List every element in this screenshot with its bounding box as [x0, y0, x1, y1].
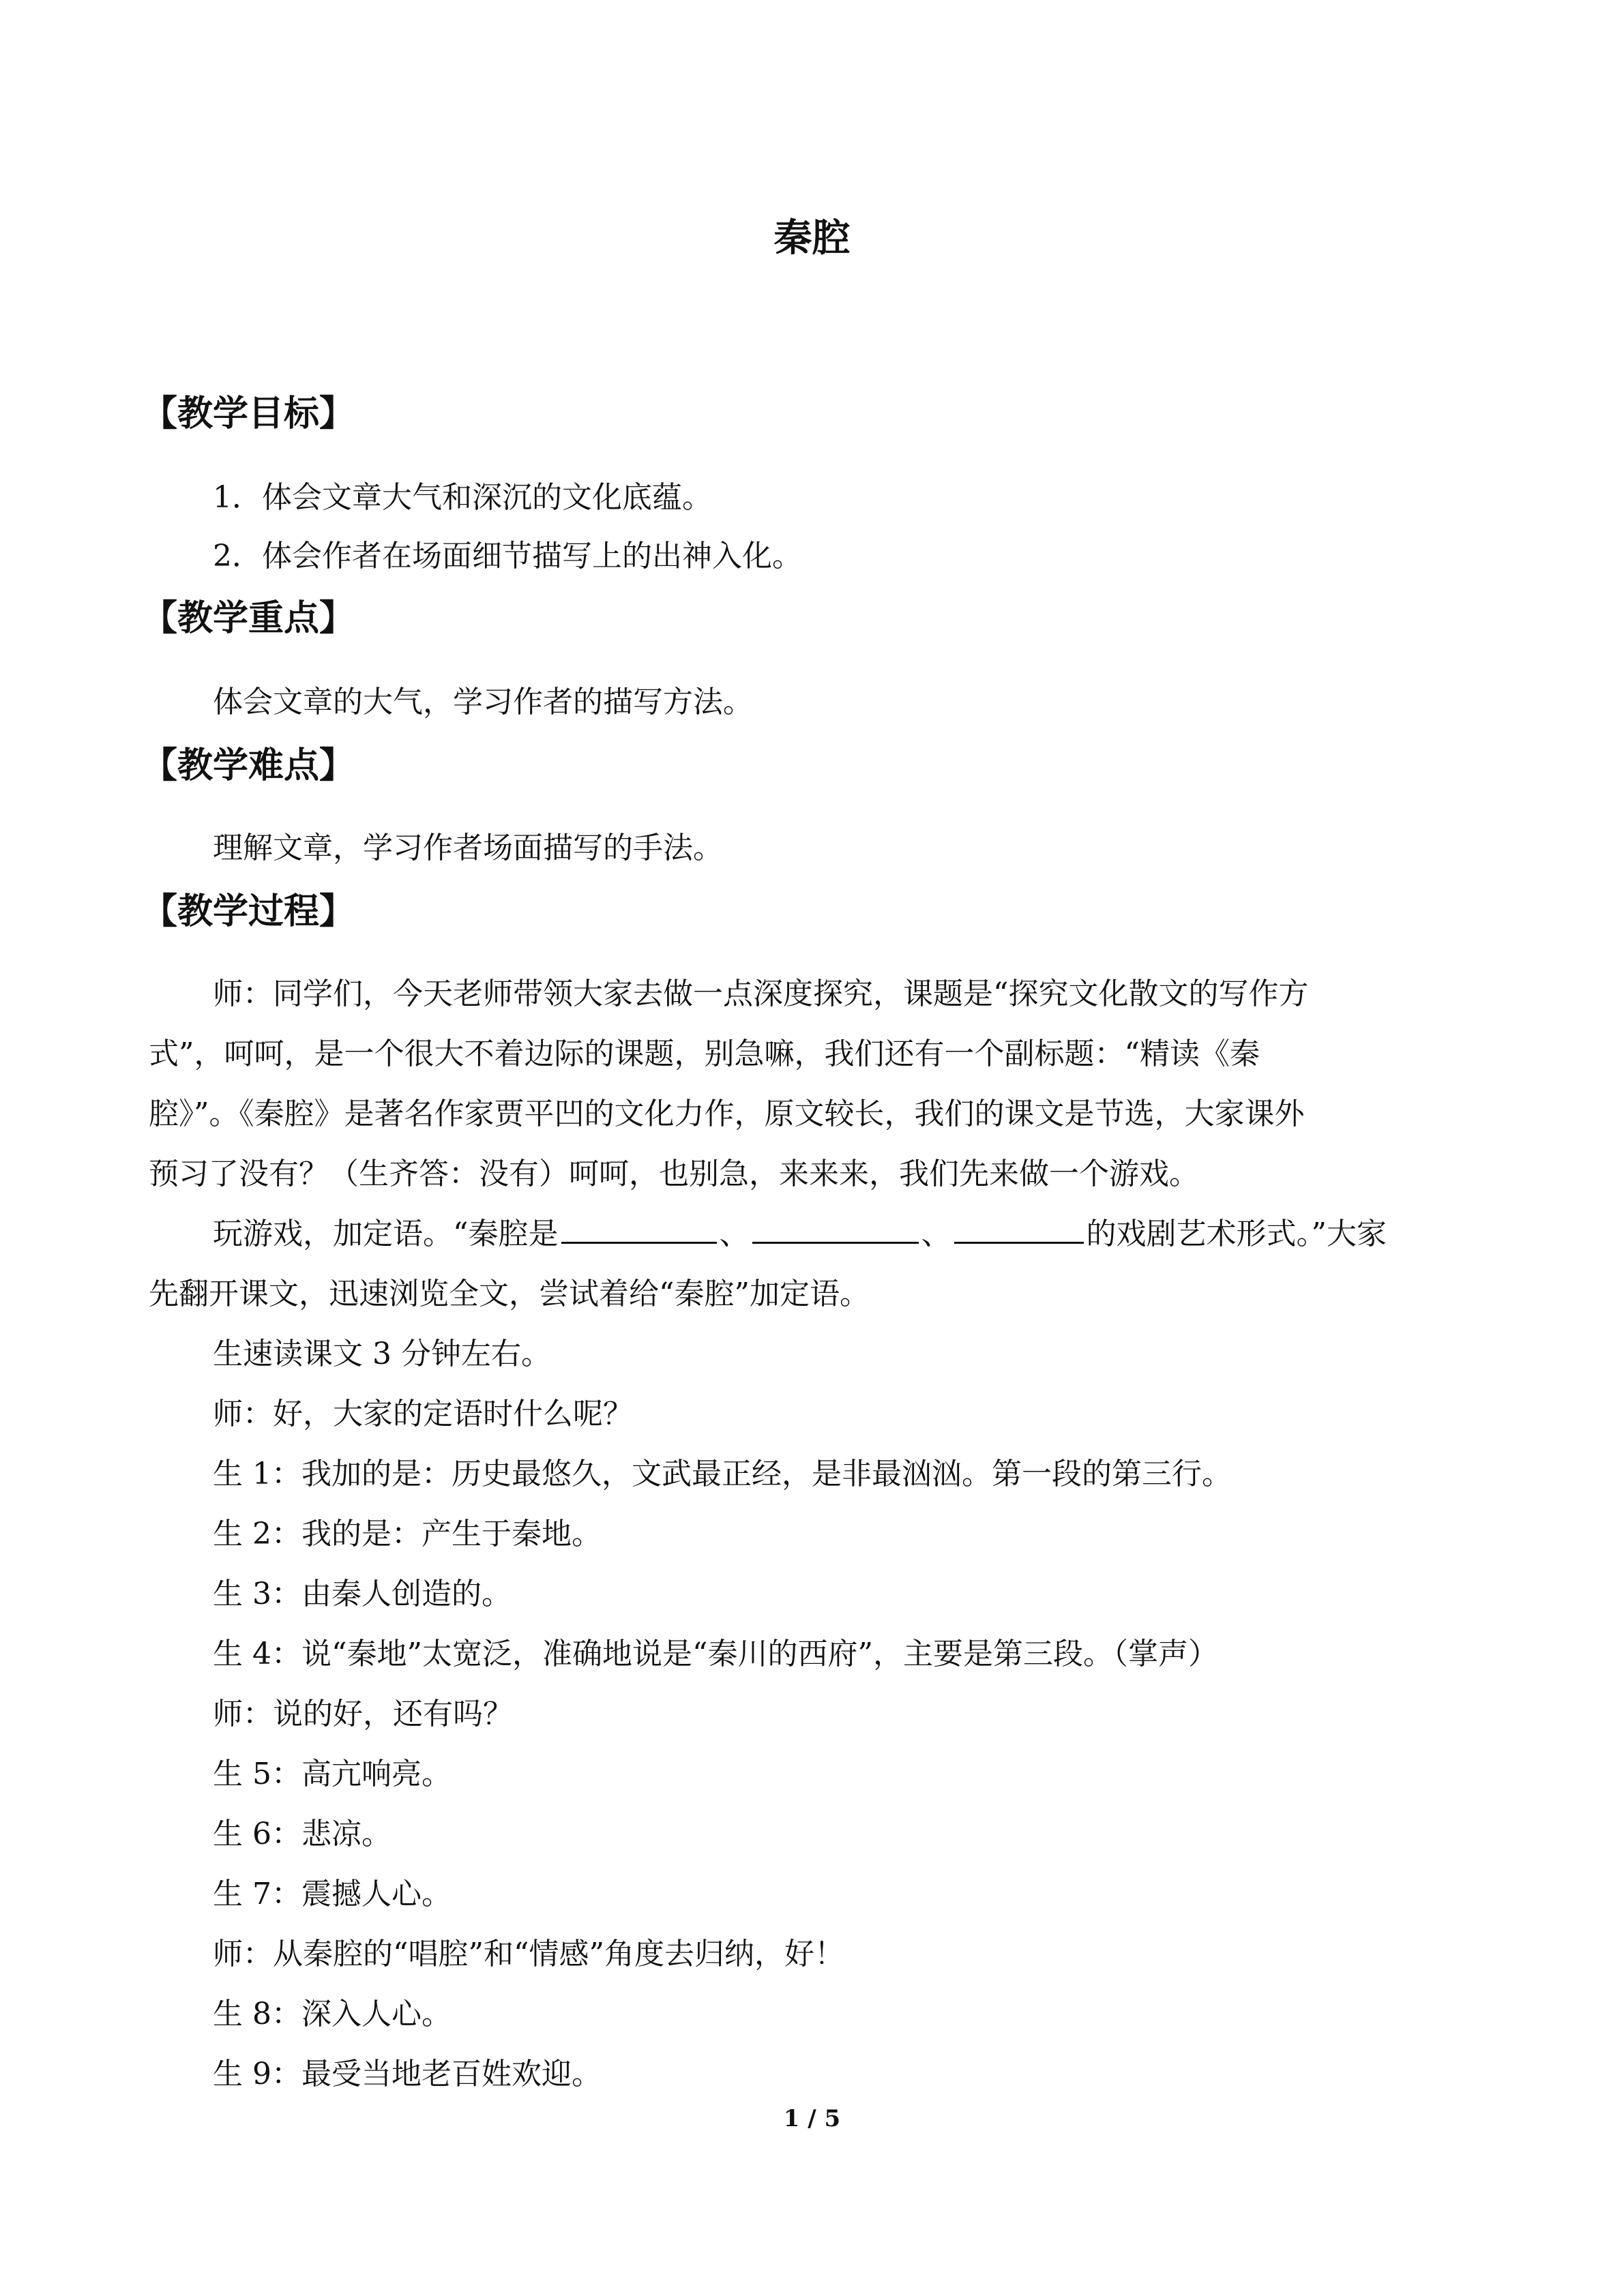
dialogue-line: 生 8：深入人心。	[213, 1997, 452, 2031]
dialogue-line: 生 5：高亢响亮。	[213, 1757, 452, 1791]
heading-teaching-goals: 【教学目标】	[142, 393, 355, 434]
dialogue-line: 生 7：震撼人心。	[213, 1877, 452, 1911]
paragraph-text: 的戏剧艺术形式。”大家	[1086, 1217, 1387, 1251]
dialogue-line: 师：说的好，还有吗？	[213, 1697, 513, 1731]
page-number: 1 / 5	[783, 2105, 841, 2132]
blank-line	[752, 1214, 919, 1244]
heading-key-points: 【教学重点】	[142, 598, 355, 639]
difficulties-text: 理解文章，学习作者场面描写的手法。	[213, 831, 723, 865]
dialogue-line: 师：好，大家的定语时什么呢？	[213, 1397, 633, 1431]
paragraph-line: 先翻开课文，迅速浏览全文，尝试着给“秦腔”加定语。	[149, 1277, 870, 1311]
key-points-text: 体会文章的大气，学习作者的描写方法。	[213, 685, 753, 719]
dialogue-line: 师：从秦腔的“唱腔”和“情感”角度去归纳，好！	[213, 1937, 844, 1971]
dialogue-line: 生 2：我的是：产生于秦地。	[213, 1517, 602, 1551]
separator: 、	[921, 1217, 951, 1251]
goal-item: 1．体会文章大气和深沉的文化底蕴。	[213, 480, 712, 515]
document-title: 秦腔	[773, 216, 851, 260]
fill-in-blank-line	[213, 1214, 1387, 1255]
dialogue-line: 生 6：悲凉。	[213, 1817, 392, 1851]
paragraph-text: 玩游戏，加定语。“秦腔是	[213, 1217, 559, 1251]
blank-line	[561, 1214, 717, 1244]
dialogue-line: 生速读课文 3 分钟左右。	[213, 1337, 551, 1371]
heading-difficulties: 【教学难点】	[142, 745, 355, 786]
paragraph-line: 腔》”。《秦腔》是著名作家贾平凹的文化力作，原文较长，我们的课文是节选，大家课外	[149, 1097, 1305, 1131]
dialogue-line: 生 1：我加的是：历史最悠久，文武最正经，是非最汹汹。第一段的第三行。	[213, 1457, 1232, 1491]
paragraph-line: 式”，呵呵，是一个很大不着边际的课题，别急嘛，我们还有一个副标题：“精读《秦	[149, 1037, 1260, 1071]
paragraph-line: 预习了没有？（生齐答：没有）呵呵，也别急，来来来，我们先来做一个游戏。	[149, 1157, 1199, 1191]
blank-line	[954, 1214, 1084, 1244]
goal-item: 2．体会作者在场面细节描写上的出神入化。	[213, 539, 802, 573]
dialogue-line: 生 3：由秦人创造的。	[213, 1577, 512, 1611]
separator: 、	[719, 1217, 750, 1251]
dialogue-line: 生 9：最受当地老百姓欢迎。	[213, 2057, 602, 2091]
paragraph-line: 师：同学们，今天老师带领大家去做一点深度探究，课题是“探究文化散文的写作方	[213, 976, 1309, 1011]
dialogue-line: 生 4：说“秦地”太宽泛，准确地说是“秦川的西府”，主要是第三段。（掌声）	[213, 1637, 1218, 1671]
heading-teaching-process: 【教学过程】	[142, 891, 355, 932]
